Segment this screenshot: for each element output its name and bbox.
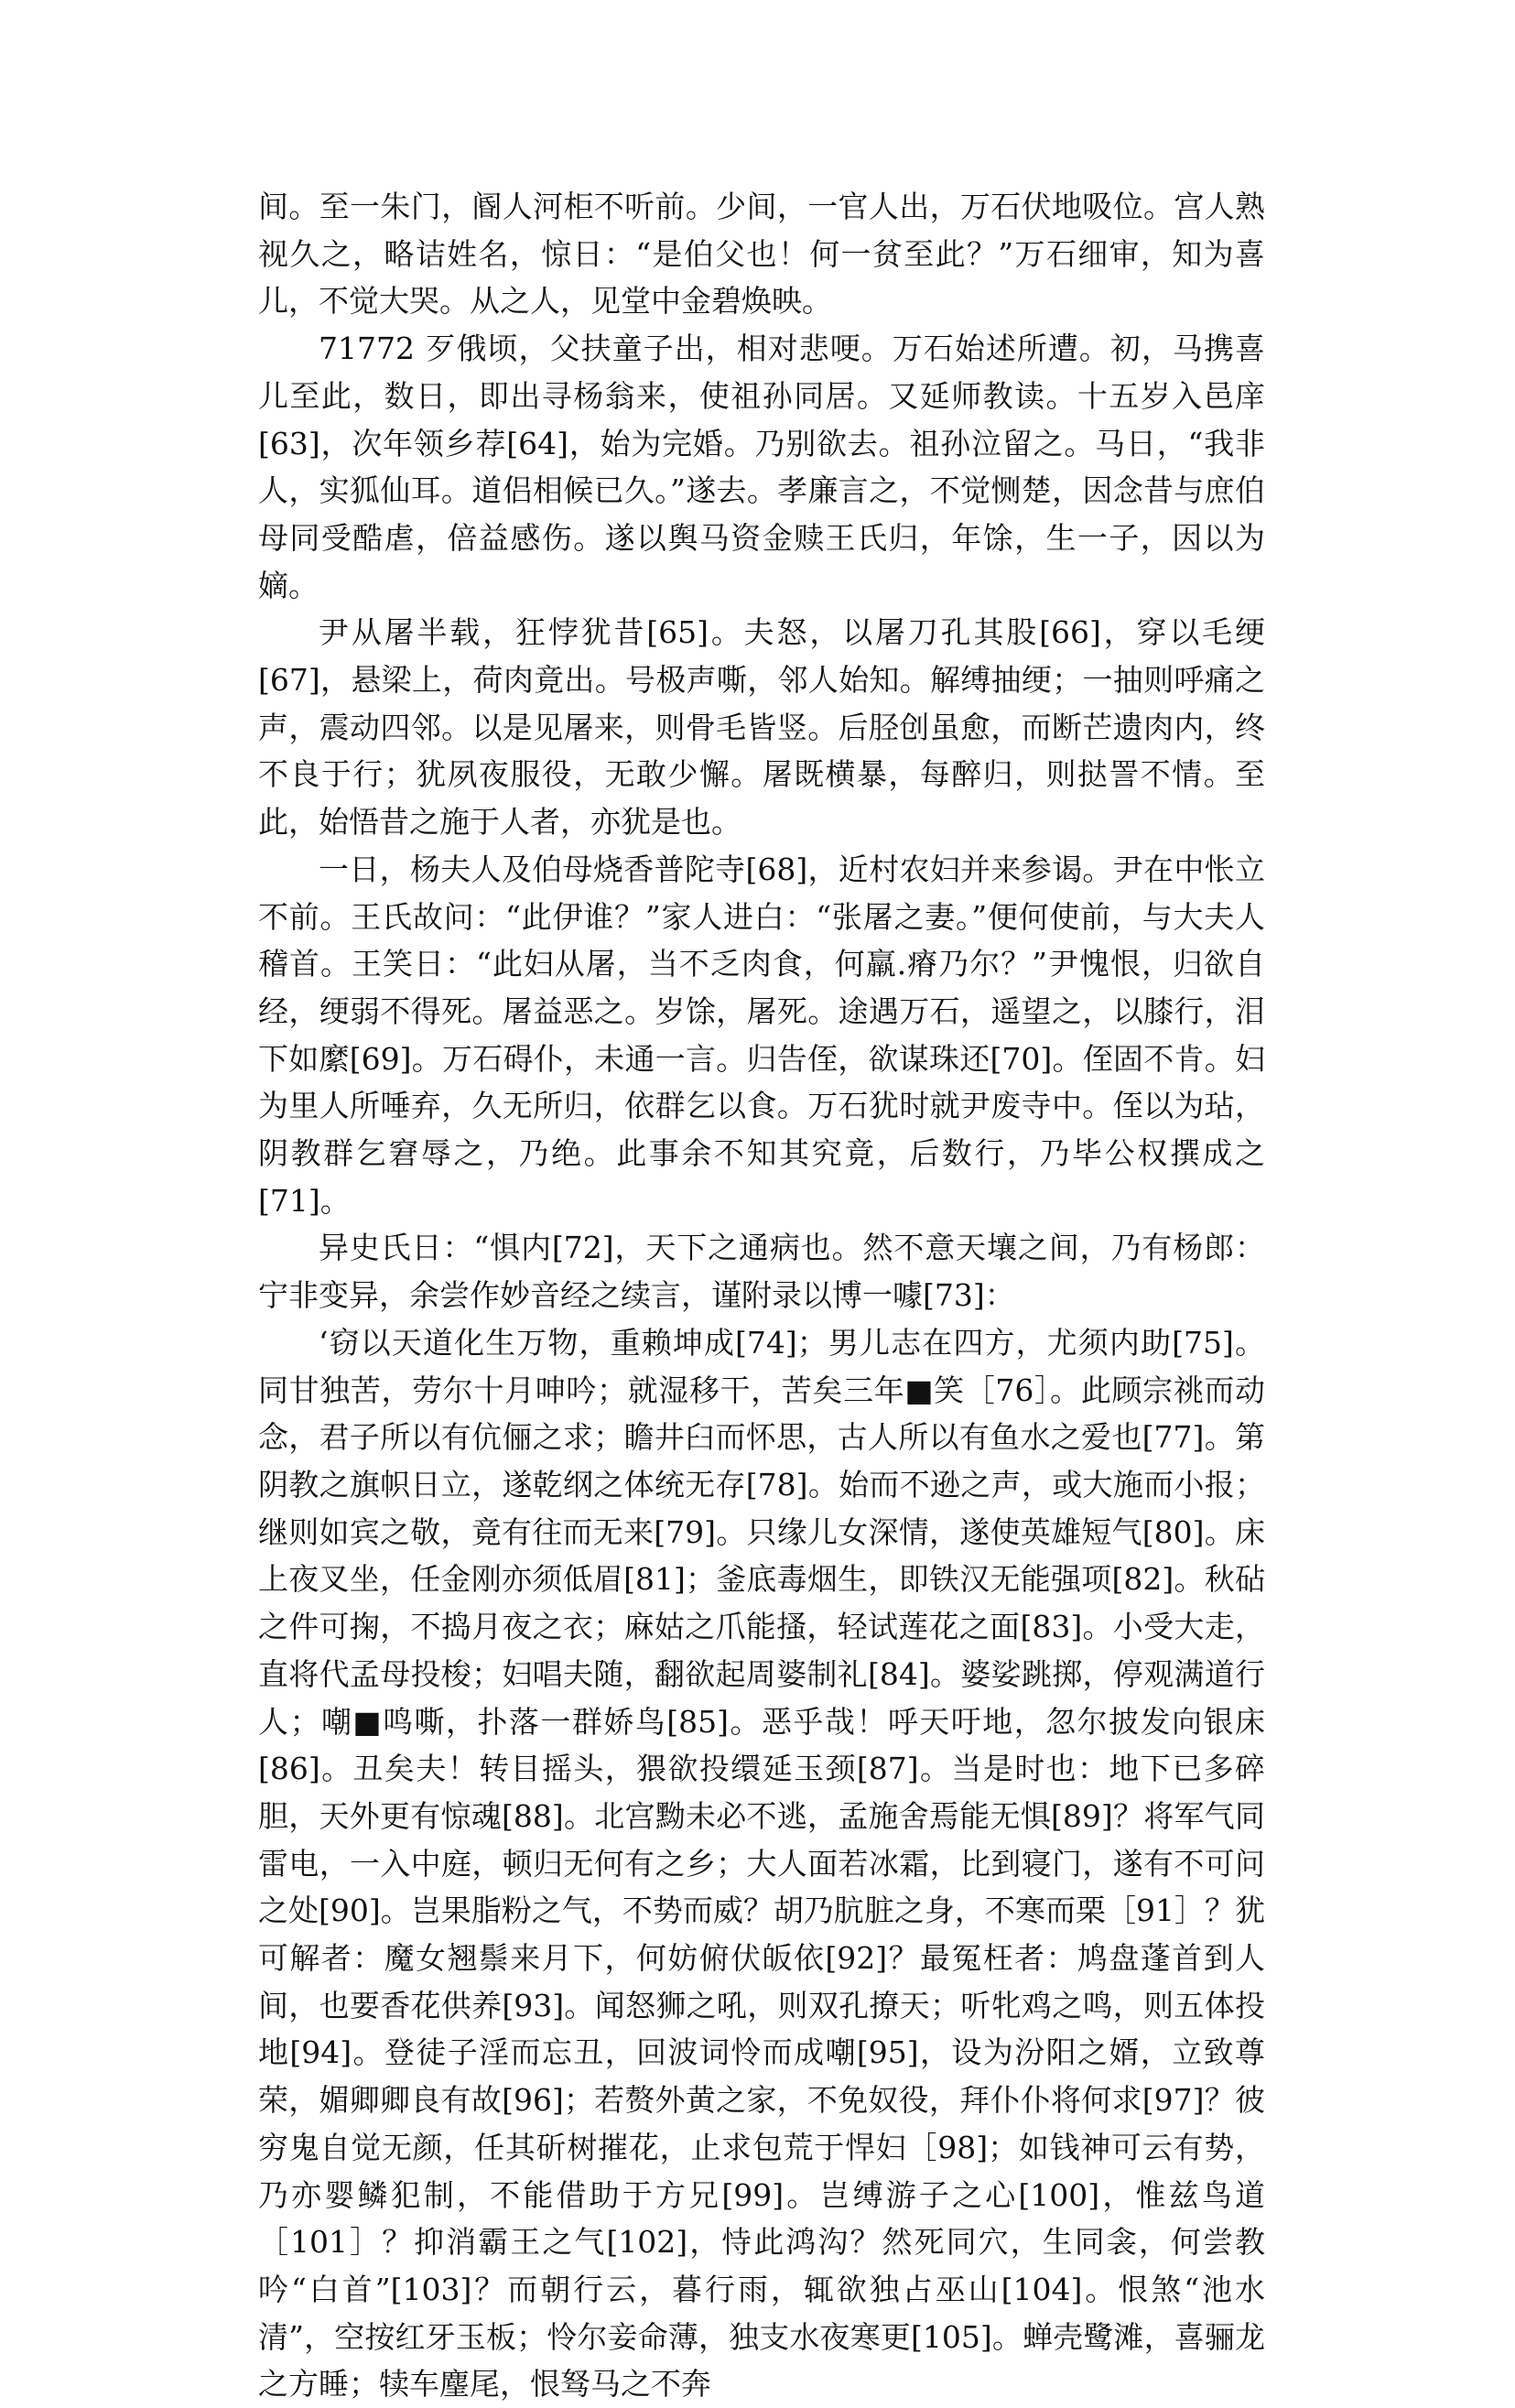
paragraph-1: 间。至一朱门，阍人河柜不听前。少间，一官人出，万石伏地吸位。宫人熟视久之，略诘姓名，惊日：“是伯父也！何一贫至此？”万石细审，知为喜儿，不觉大哭。从之人，见堂中金碧焕映。 bbox=[258, 189, 1265, 320]
paragraph-5: 异史氏日：“惧内[72]，天下之通病也。然不意天壤之间，乃有杨郎：宁非变异，余尝作妙音经之续言，谨附录以博一噱[73]： bbox=[258, 1230, 1265, 1314]
paragraph-6: ‘窃以天道化生万物，重赖坤成[74]；男儿志在四方，尤须内助[75]。同甘独苦，劳尔十月呻吟；就湿移干，苦矣三年■笑［76］。此顾宗祧而动念，君子所以有伉俪之求；瞻井臼而怀思，古人所以有鱼水之爱也[77]。第阴教之旗帜日立，遂乾纲之体统无存[78]。始而不逊之声，或大施而小报；继则如宾之敬，竟有往而无来[79]。只缘儿女深情，遂使英雄短气[80]。床上夜叉坐，任金刚亦须低眉[81]；釜底毒烟生，即铁汉无能强项[82]。秋砧之件可掬，不捣月夜之衣；麻姑之爪能搔，轻试莲花之面[83]。小受大走，直将代孟母投梭；妇唱夫随，翻欲起周婆制礼[84]。婆娑跳掷，停观满道行人；嘲■鸣嘶，扑落一群娇鸟[85]。恶乎哉！呼天吁地，忽尔披发向银床[86]。丑矣夫！转目摇头，猥欲投缳延玉颈[87]。当是时也：地下已多碎胆，天外更有惊魂[88]。北宫黝未必不逃，孟施舍焉能无惧[89]？将军气同雷电，一入中庭，顿归无何有之乡；大人面若冰霜，比到寝门，遂有不可问之处[90]。岂果脂粉之气，不势而威？胡乃肮脏之身，不寒而栗［91］？犹可解者：魔女翘鬃来月下，何妨俯伏皈依[92]？最冤枉者：鸠盘蓬首到人间，也要香花供养[93]。闻怒狮之吼，则双孔撩天；听牝鸡之鸣，则五体投地[94]。登徒子淫而忘丑，回波词怜而成嘲[95]，设为汾阳之婿，立致尊荣，媚卿卿良有故[96]；若赘外黄之家，不免奴役，拜仆仆将何求[97]？彼穷鬼自觉无颜，任其斫树摧花，止求包荒于悍妇［98]；如钱神可云有势，乃亦婴鳞犯制，不能借助于方兄[99]。岂缚游子之心[100]，惟兹鸟道［101］？抑消霸王之气[102]，恃此鸿沟？然死同穴，生同衾，何尝教吟“白首”[103]？而朝行云，暮行雨，辄欲独占巫山[104]。恨煞“池水清”，空按红牙玉板；怜尔妾命薄，独支水夜寒更[105]。蝉壳鹭滩，喜骊龙之方睡；犊车麈尾，恨驽马之不奔 bbox=[258, 1324, 1265, 2403]
paragraph-4: 一日，杨夫人及伯母烧香普陀寺[68]，近村农妇并来参谒。尹在中怅立不前。王氏故问：“此伊谁？”家人进白：“张屠之妻。”便何使前，与大夫人稽首。王笑日：“此妇从屠，当不乏肉食，何羸.瘠乃尔？”尹愧恨，归欲自经，绠弱不得死。屠益恶之。岁馀，屠死。途遇万石，遥望之，以膝行，泪下如縻[69]。万石碍仆，未通一言。归告侄，欲谋珠还[70]。侄固不肯。妇为里人所唾弃，久无所归，依群乞以食。万石犹时就尹废寺中。侄以为玷，阴教群乞窘辱之，乃绝。此事余不知其究竟，后数行，乃毕公权撰成之[71]。 bbox=[258, 851, 1265, 1219]
paragraph-2: 71772 歹俄顷，父扶童子出，相对悲哽。万石始述所遭。初，马携喜儿至此，数日，即出寻杨翁来，使祖孙同居。又延师教读。十五岁入邑庠[63]，次年领乡荐[64]，始为完婚。乃别欲去。祖孙泣留之。马日，“我非人，实狐仙耳。道侣相候已久。”遂去。孝廉言之，不觉恻楚，因念昔与庶伯母同受酷虐，倍益感伤。遂以舆马资金赎王氏归，年馀，生一子，因以为嫡。 bbox=[258, 331, 1265, 603]
document-page bbox=[258, 183, 1265, 2408]
paragraph-3: 尹从屠半载，狂悖犹昔[65]。夫怒，以屠刀孔其股[66]，穿以毛绠[67]，悬梁上，荷肉竟出。号极声嘶，邻人始知。解缚抽绠；一抽则呼痛之声，震动四邻。以是见屠来，则骨毛皆竖。后胫创虽愈，而断芒遗肉内，终不良于行；犹夙夜服役，无敢少懈。屠既横暴，每醉归，则挞詈不情。至此，始悟昔之施于人者，亦犹是也。 bbox=[258, 614, 1265, 841]
